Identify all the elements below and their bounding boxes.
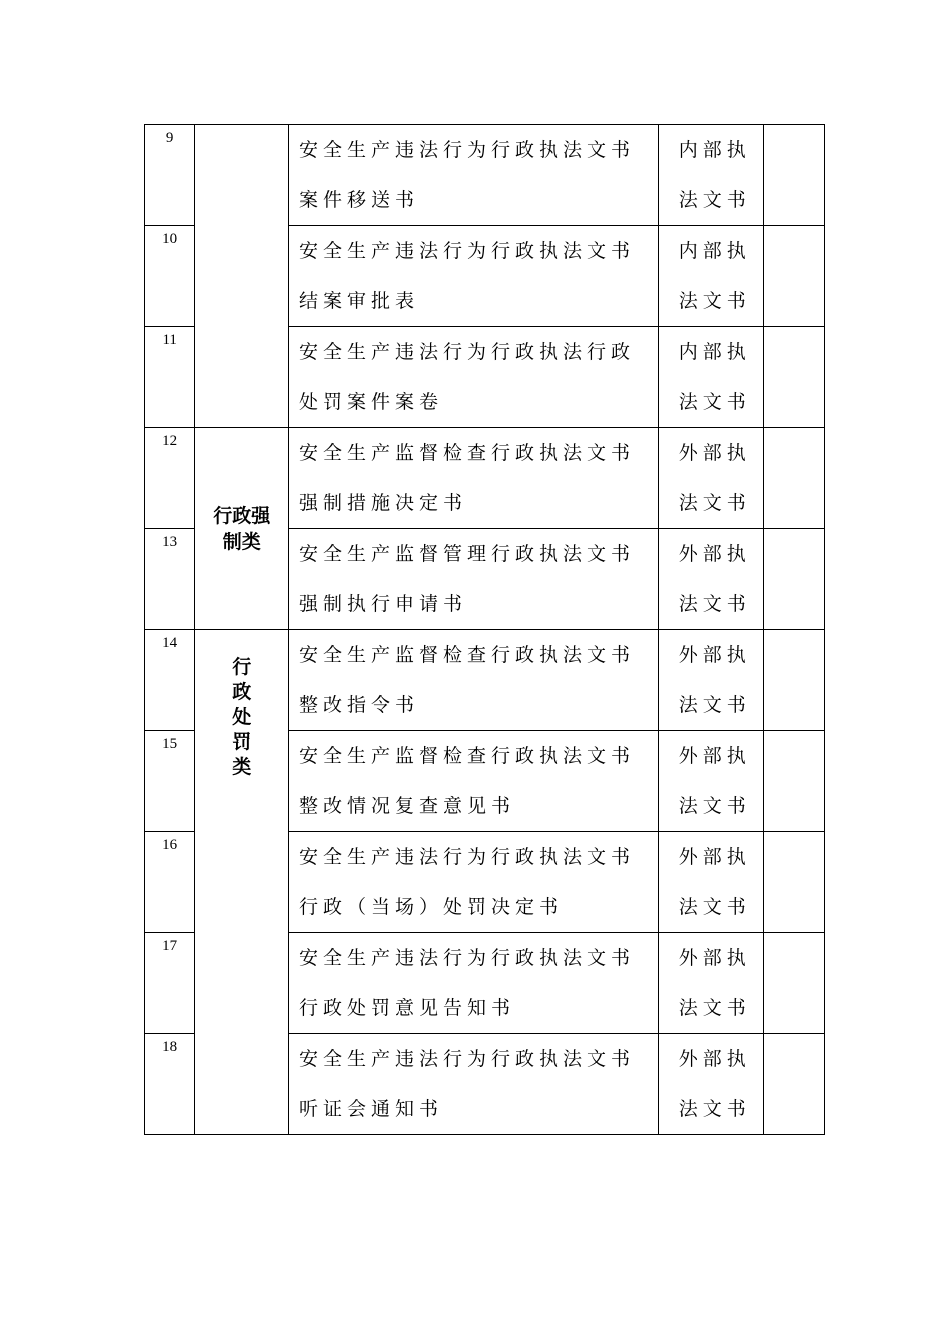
category-char: 处 xyxy=(232,706,252,728)
category-cell-enforcement xyxy=(195,428,289,630)
category-cell xyxy=(195,125,289,428)
category-char: 罚 xyxy=(232,731,252,753)
category-char: 政 xyxy=(232,681,252,703)
document-type: 内部执法文书 xyxy=(658,327,763,428)
category-label: 行政强制类 xyxy=(213,504,271,553)
document-type: 外部执法文书 xyxy=(658,428,763,529)
row-number: 18 xyxy=(145,1034,195,1135)
document-name: 安全生产违法行为行政执法文书行政（当场）处罚决定书 xyxy=(289,832,659,933)
table-row xyxy=(145,630,825,731)
table-row xyxy=(145,428,825,529)
document-name: 安全生产监督检查行政执法文书整改指令书 xyxy=(289,630,659,731)
row-number: 16 xyxy=(145,832,195,933)
document-name: 安全生产违法行为行政执法行政处罚案件案卷 xyxy=(289,327,659,428)
document-type: 外部执法文书 xyxy=(658,1034,763,1135)
remarks-cell xyxy=(763,125,824,226)
table-row xyxy=(145,125,825,226)
remarks-cell xyxy=(763,327,824,428)
document-name: 安全生产监督管理行政执法文书强制执行申请书 xyxy=(289,529,659,630)
remarks-cell xyxy=(763,933,824,1034)
category-char: 行 xyxy=(232,656,252,678)
document-name: 安全生产监督检查行政执法文书强制措施决定书 xyxy=(289,428,659,529)
remarks-cell xyxy=(763,832,824,933)
document-name: 安全生产违法行为行政执法文书听证会通知书 xyxy=(289,1034,659,1135)
document-type: 内部执法文书 xyxy=(658,226,763,327)
remarks-cell xyxy=(763,1034,824,1135)
document-type: 外部执法文书 xyxy=(658,832,763,933)
document-type: 外部执法文书 xyxy=(658,630,763,731)
document-name: 安全生产监督检查行政执法文书整改情况复查意见书 xyxy=(289,731,659,832)
document-name: 安全生产违法行为行政执法文书结案审批表 xyxy=(289,226,659,327)
remarks-cell xyxy=(763,428,824,529)
remarks-cell xyxy=(763,226,824,327)
document-type: 内部执法文书 xyxy=(658,125,763,226)
category-char: 类 xyxy=(232,756,252,778)
document-table xyxy=(144,124,825,1135)
remarks-cell xyxy=(763,630,824,731)
row-number: 9 xyxy=(145,125,195,226)
document-type: 外部执法文书 xyxy=(658,731,763,832)
row-number: 15 xyxy=(145,731,195,832)
document-name: 安全生产违法行为行政执法文书案件移送书 xyxy=(289,125,659,226)
row-number: 12 xyxy=(145,428,195,529)
remarks-cell xyxy=(763,731,824,832)
document-type: 外部执法文书 xyxy=(658,529,763,630)
category-cell-penalty xyxy=(195,630,289,1135)
document-name: 安全生产违法行为行政执法文书行政处罚意见告知书 xyxy=(289,933,659,1034)
row-number: 17 xyxy=(145,933,195,1034)
remarks-cell xyxy=(763,529,824,630)
row-number: 10 xyxy=(145,226,195,327)
row-number: 11 xyxy=(145,327,195,428)
document-type: 外部执法文书 xyxy=(658,933,763,1034)
row-number: 14 xyxy=(145,630,195,731)
row-number: 13 xyxy=(145,529,195,630)
